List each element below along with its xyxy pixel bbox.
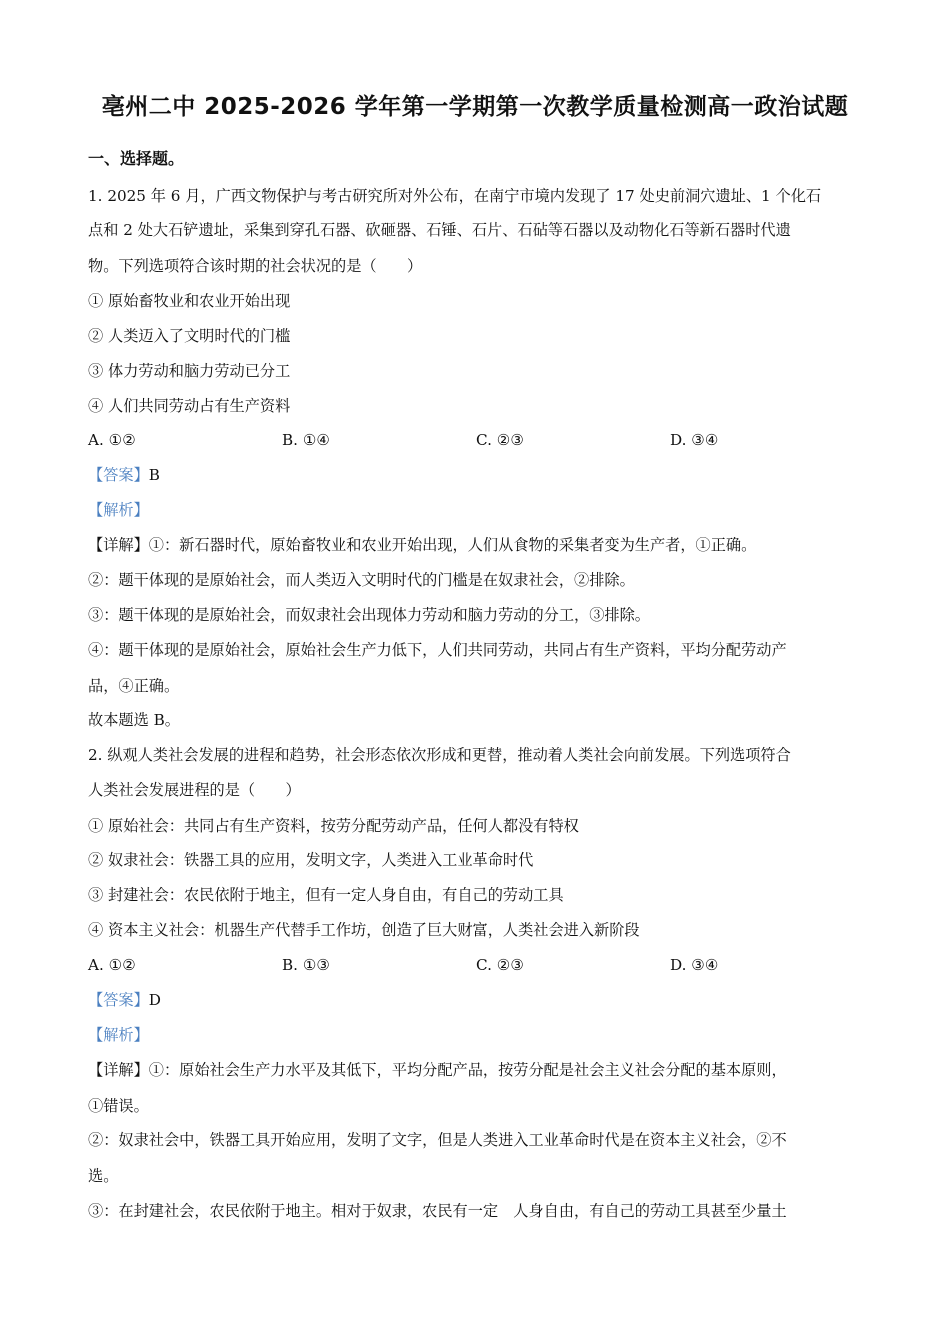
q2-stem-line: 2. 纵观人类社会发展的进程和趋势，社会形态依次形成和更替，推动着人类社会向前发展。下列选项符合 (88, 746, 791, 764)
q1-conclusion: 故本题选 B。 (88, 711, 180, 729)
answer-label: 【答案】 (88, 991, 149, 1009)
q2-item: ④ 资本主义社会：机器生产代替手工作坊，创造了巨大财富，人类社会进入新阶段 (88, 921, 640, 939)
q2-explanation-line: ①错误。 (88, 1097, 149, 1115)
q1-option-b: B. ①④ (282, 431, 331, 449)
q1-answer (88, 465, 863, 485)
q1-item: ④ 人们共同劳动占有生产资料 (88, 397, 291, 415)
q1-explanation-line: 品，④正确。 (88, 677, 180, 695)
q1-item: ③ 体力劳动和脑力劳动已分工 (88, 362, 291, 380)
q2-explanation-line: 选。 (88, 1167, 119, 1185)
q2-option-c: C. ②③ (476, 956, 524, 974)
q1-explanation-line: ②：题干体现的是原始社会，而人类迈入文明时代的门槛是在奴隶社会，②排除。 (88, 571, 635, 589)
explanation-line: ①：新石器时代，原始畜牧业和农业开始出现，人们从食物的采集者变为生产者，①正确。 (148, 536, 757, 554)
page-title: 亳州二中 2025-2026 学年第一学期第一次教学质量检测高一政治试题 (101, 94, 849, 120)
q2-explanation-line: ③：在封建社会，农民依附于地主。相对于奴隶，农民有一定 人身自由，有自己的劳动工具甚至少量土 (88, 1202, 787, 1220)
detail-label: 【详解】 (88, 536, 149, 554)
q2-item: ① 原始社会：共同占有生产资料，按劳分配劳动产品，任何人都没有特权 (88, 817, 579, 835)
q1-detail (88, 535, 863, 555)
q1-item: ② 人类迈入了文明时代的门槛 (88, 327, 291, 345)
answer-value: D (148, 991, 161, 1009)
q1-option-c: C. ②③ (476, 431, 524, 449)
q2-analysis-label: 【解析】 (88, 1026, 149, 1044)
detail-label: 【详解】 (88, 1061, 149, 1079)
q1-analysis-label: 【解析】 (88, 501, 149, 519)
answer-label: 【答案】 (88, 466, 149, 484)
section-heading: 一、选择题。 (88, 149, 185, 168)
q2-item: ② 奴隶社会：铁器工具的应用，发明文字，人类进入工业革命时代 (88, 851, 534, 869)
explanation-line: ①：原始社会生产力水平及其低下，平均分配产品，按劳分配是社会主义社会分配的基本原则， (148, 1061, 787, 1079)
q1-explanation-line: ④：题干体现的是原始社会，原始社会生产力低下，人们共同劳动，共同占有生产资料，平均分配劳动产 (88, 641, 787, 659)
q2-detail (88, 1060, 863, 1080)
q2-item: ③ 封建社会：农民依附于地主，但有一定人身自由，有自己的劳动工具 (88, 886, 564, 904)
q2-option-a: A. ①② (88, 956, 136, 974)
q2-stem-line: 人类社会发展进程的是（ ） (88, 781, 301, 799)
q1-item: ① 原始畜牧业和农业开始出现 (88, 292, 291, 310)
q1-explanation-line: ③：题干体现的是原始社会，而奴隶社会出现体力劳动和脑力劳动的分工，③排除。 (88, 606, 650, 624)
q2-answer (88, 990, 863, 1010)
q1-stem-line: 物。下列选项符合该时期的社会状况的是（ ） (88, 257, 423, 275)
q1-stem-line: 1. 2025 年 6 月，广西文物保护与考古研究所对外公布，在南宁市境内发现了 17 处史前洞穴遗址、1 个化石 (88, 187, 822, 205)
answer-value: B (148, 466, 160, 484)
q2-option-d: D. ③④ (670, 956, 719, 974)
q1-option-d: D. ③④ (670, 431, 719, 449)
q1-option-a: A. ①② (88, 431, 136, 449)
q2-option-b: B. ①③ (282, 956, 331, 974)
q2-explanation-line: ②：奴隶社会中，铁器工具开始应用，发明了文字，但是人类进入工业革命时代是在资本主义社会，②不 (88, 1131, 787, 1149)
q1-stem-line: 点和 2 处大石铲遗址，采集到穿孔石器、砍砸器、石锤、石片、石砧等石器以及动物化石等新石器时代遗 (88, 221, 791, 239)
